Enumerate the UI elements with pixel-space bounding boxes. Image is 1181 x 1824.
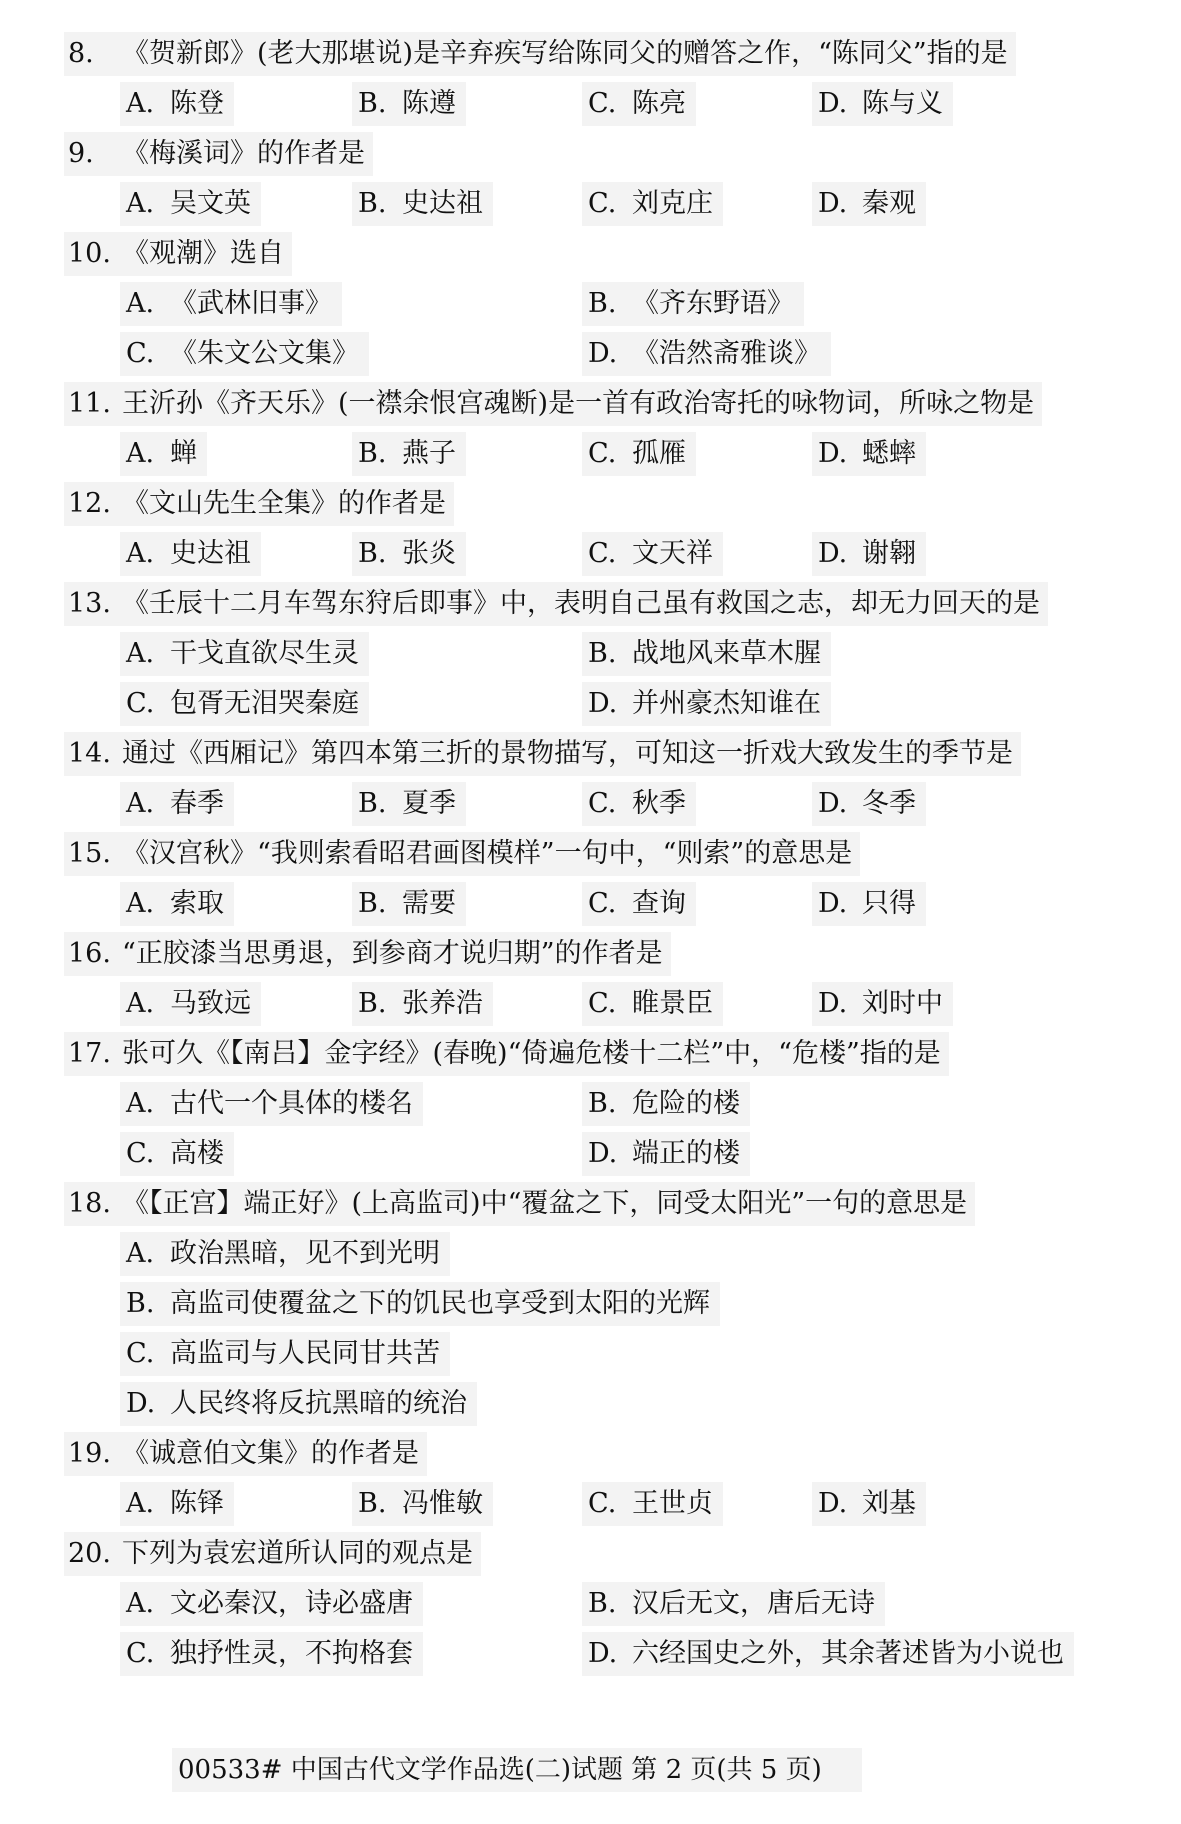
- page-footer: 00533# 中国古代文学作品选(二)试题 第 2 页(共 5 页): [172, 1748, 862, 1792]
- option-a: A. 春季: [120, 782, 234, 826]
- question-14: [64, 732, 1021, 776]
- option-c: C. 《朱文公文集》: [120, 332, 369, 376]
- option-d: D. 蟋蟀: [812, 432, 926, 476]
- option-d: D. 只得: [812, 882, 926, 926]
- question-stem: 通过《西厢记》第四本第三折的景物描写，可知这一折戏大致发生的季节是: [122, 738, 1013, 769]
- question-stem: 《观潮》选自: [122, 238, 284, 269]
- question-17: [64, 1032, 949, 1076]
- option-d: D. 《浩然斋雅谈》: [582, 332, 831, 376]
- option-b: B. 燕子: [352, 432, 466, 476]
- option-a: A. 政治黑暗，见不到光明: [120, 1232, 450, 1276]
- option-d: D. 陈与义: [812, 82, 953, 126]
- option-b: B. 史达祖: [352, 182, 493, 226]
- option-d: D. 谢翱: [812, 532, 926, 576]
- question-10: [64, 232, 292, 276]
- question-stem: 张可久《【南吕】金字经》(春晚)“倚遍危楼十二栏”中，“危楼”指的是: [122, 1038, 941, 1069]
- option-c: C. 查询: [582, 882, 696, 926]
- option-d: D. 冬季: [812, 782, 926, 826]
- option-b: B. 《齐东野语》: [582, 282, 804, 326]
- option-b: B. 张养浩: [352, 982, 493, 1026]
- option-a: A. 干戈直欲尽生灵: [120, 632, 369, 676]
- question-number: 8.: [68, 38, 94, 69]
- question-number: 13.: [68, 588, 111, 619]
- question-stem: 《壬辰十二月车驾东狩后即事》中，表明自己虽有救国之志，却无力回天的是: [122, 588, 1040, 619]
- question-stem: 《汉宫秋》“我则索看昭君画图模样”一句中，“则索”的意思是: [122, 838, 853, 869]
- option-c: C. 文天祥: [582, 532, 723, 576]
- option-a: A. 索取: [120, 882, 234, 926]
- question-number: 16.: [68, 938, 111, 969]
- question-stem: 《梅溪词》的作者是: [122, 138, 365, 169]
- option-a: A. 陈登: [120, 82, 234, 126]
- question-12: [64, 482, 454, 526]
- option-d: D. 刘基: [812, 1482, 926, 1526]
- question-number: 17.: [68, 1038, 111, 1069]
- option-a: A. 陈铎: [120, 1482, 234, 1526]
- question-20: [64, 1532, 481, 1576]
- question-stem: 王沂孙《齐天乐》(一襟余恨宫魂断)是一首有政治寄托的咏物词，所咏之物是: [122, 388, 1035, 419]
- option-a: A. 《武林旧事》: [120, 282, 342, 326]
- question-number: 9.: [68, 138, 94, 169]
- question-number: 14.: [68, 738, 111, 769]
- question-13: [64, 582, 1048, 626]
- option-d: D. 六经国史之外，其余著述皆为小说也: [582, 1632, 1074, 1676]
- option-a: A. 蝉: [120, 432, 207, 476]
- option-c: C. 包胥无泪哭秦庭: [120, 682, 369, 726]
- option-c: C. 睢景臣: [582, 982, 723, 1026]
- option-c: C. 孤雁: [582, 432, 696, 476]
- option-c: C. 秋季: [582, 782, 696, 826]
- option-b: B. 高监司使覆盆之下的饥民也享受到太阳的光辉: [120, 1282, 720, 1326]
- option-d: D. 并州豪杰知谁在: [582, 682, 831, 726]
- option-b: B. 危险的楼: [582, 1082, 750, 1126]
- option-c: C. 刘克庄: [582, 182, 723, 226]
- option-c: C. 陈亮: [582, 82, 696, 126]
- question-number: 11.: [68, 388, 111, 419]
- option-a: A. 吴文英: [120, 182, 261, 226]
- option-a: A. 马致远: [120, 982, 261, 1026]
- option-b: B. 夏季: [352, 782, 466, 826]
- question-stem: “正胶漆当思勇退，到参商才说归期”的作者是: [122, 938, 663, 969]
- question-stem: 下列为袁宏道所认同的观点是: [122, 1538, 473, 1569]
- option-b: B. 汉后无文，唐后无诗: [582, 1582, 885, 1626]
- option-d: D. 端正的楼: [582, 1132, 750, 1176]
- question-number: 20.: [68, 1538, 111, 1569]
- question-number: 19.: [68, 1438, 111, 1469]
- question-number: 15.: [68, 838, 111, 869]
- option-d: D. 秦观: [812, 182, 926, 226]
- option-d: D. 刘时中: [812, 982, 953, 1026]
- question-number: 18.: [68, 1188, 111, 1219]
- option-c: C. 高监司与人民同甘共苦: [120, 1332, 450, 1376]
- option-b: B. 需要: [352, 882, 466, 926]
- option-c: C. 高楼: [120, 1132, 234, 1176]
- option-c: C. 独抒性灵，不拘格套: [120, 1632, 423, 1676]
- question-stem: 《【正宫】端正好》(上高监司)中“覆盆之下，同受太阳光”一句的意思是: [122, 1188, 968, 1219]
- question-stem: 《文山先生全集》的作者是: [122, 488, 446, 519]
- question-number: 12.: [68, 488, 111, 519]
- question-19: [64, 1432, 427, 1476]
- option-c: C. 王世贞: [582, 1482, 723, 1526]
- question-number: 10.: [68, 238, 111, 269]
- option-a: A. 古代一个具体的楼名: [120, 1082, 423, 1126]
- question-stem: 《诚意伯文集》的作者是: [122, 1438, 419, 1469]
- question-8: [64, 32, 1016, 76]
- option-b: B. 冯惟敏: [352, 1482, 493, 1526]
- option-b: B. 张炎: [352, 532, 466, 576]
- option-a: A. 文必秦汉，诗必盛唐: [120, 1582, 423, 1626]
- question-18: [64, 1182, 975, 1226]
- question-11: [64, 382, 1042, 426]
- question-9: [64, 132, 373, 176]
- option-b: B. 战地风来草木腥: [582, 632, 831, 676]
- question-stem: 《贺新郎》(老大那堪说)是辛弃疾写给陈同父的赠答之作，“陈同父”指的是: [122, 38, 1008, 69]
- question-16: [64, 932, 671, 976]
- question-15: [64, 832, 860, 876]
- option-a: A. 史达祖: [120, 532, 261, 576]
- option-d: D. 人民终将反抗黑暗的统治: [120, 1382, 477, 1426]
- option-b: B. 陈遵: [352, 82, 466, 126]
